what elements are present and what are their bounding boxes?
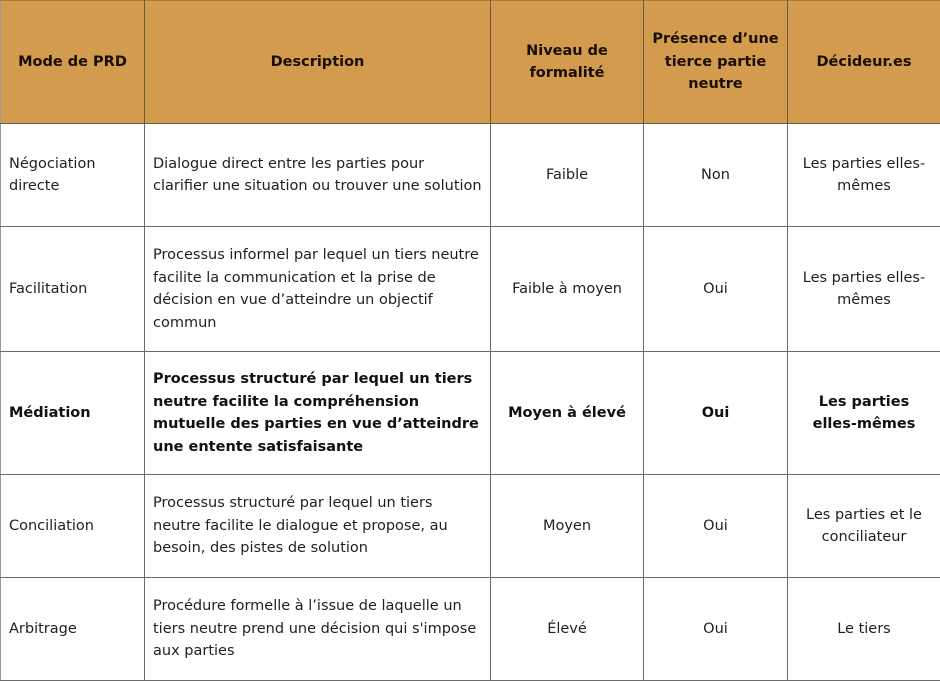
header-formalite: Niveau de formalité	[491, 1, 644, 124]
cell-mode: Négociation directe	[1, 124, 145, 227]
header-decideurs: Décideur.es	[788, 1, 940, 124]
table-row	[1, 227, 940, 352]
cell-decideurs: Les parties elles-mêmes	[788, 124, 940, 227]
cell-tierce-partie: Oui	[644, 352, 788, 475]
cell-decideurs: Les parties et le conciliateur	[788, 475, 940, 578]
header-mode: Mode de PRD	[1, 1, 145, 124]
cell-decideurs: Les parties elles-mêmes	[788, 227, 940, 352]
cell-description: Dialogue direct entre les parties pour clarifier une situation ou trouver une solution	[145, 124, 491, 227]
table-row	[1, 124, 940, 227]
cell-mode: Arbitrage	[1, 578, 145, 681]
cell-formalite: Faible	[491, 124, 644, 227]
table-row	[1, 578, 940, 681]
cell-formalite: Faible à moyen	[491, 227, 644, 352]
cell-description: Processus structuré par lequel un tiers neutre facilite la compréhension mutuelle des parties en vue d’atteindre une entente satisfaisante	[145, 352, 491, 475]
cell-tierce-partie: Non	[644, 124, 788, 227]
cell-description: Processus structuré par lequel un tiers neutre facilite le dialogue et propose, au besoin, des pistes de solution	[145, 475, 491, 578]
cell-formalite: Moyen	[491, 475, 644, 578]
cell-formalite: Moyen à élevé	[491, 352, 644, 475]
cell-mode: Facilitation	[1, 227, 145, 352]
cell-decideurs: Les parties elles-mêmes	[788, 352, 940, 475]
cell-description: Processus informel par lequel un tiers neutre facilite la communication et la prise de décision en vue d’atteindre un objectif commun	[145, 227, 491, 352]
cell-mode: Médiation	[1, 352, 145, 475]
table-body	[1, 124, 940, 681]
cell-mode: Conciliation	[1, 475, 145, 578]
table-header	[1, 1, 940, 124]
cell-description: Procédure formelle à l’issue de laquelle un tiers neutre prend une décision qui s'impose aux parties	[145, 578, 491, 681]
header-description: Description	[145, 1, 491, 124]
cell-formalite: Élevé	[491, 578, 644, 681]
table-row-highlighted	[1, 352, 940, 475]
header-tierce-partie: Présence d’une tierce partie neutre	[644, 1, 788, 124]
cell-decideurs: Le tiers	[788, 578, 940, 681]
table-row	[1, 475, 940, 578]
cell-tierce-partie: Oui	[644, 227, 788, 352]
header-row	[1, 1, 940, 124]
cell-tierce-partie: Oui	[644, 578, 788, 681]
cell-tierce-partie: Oui	[644, 475, 788, 578]
